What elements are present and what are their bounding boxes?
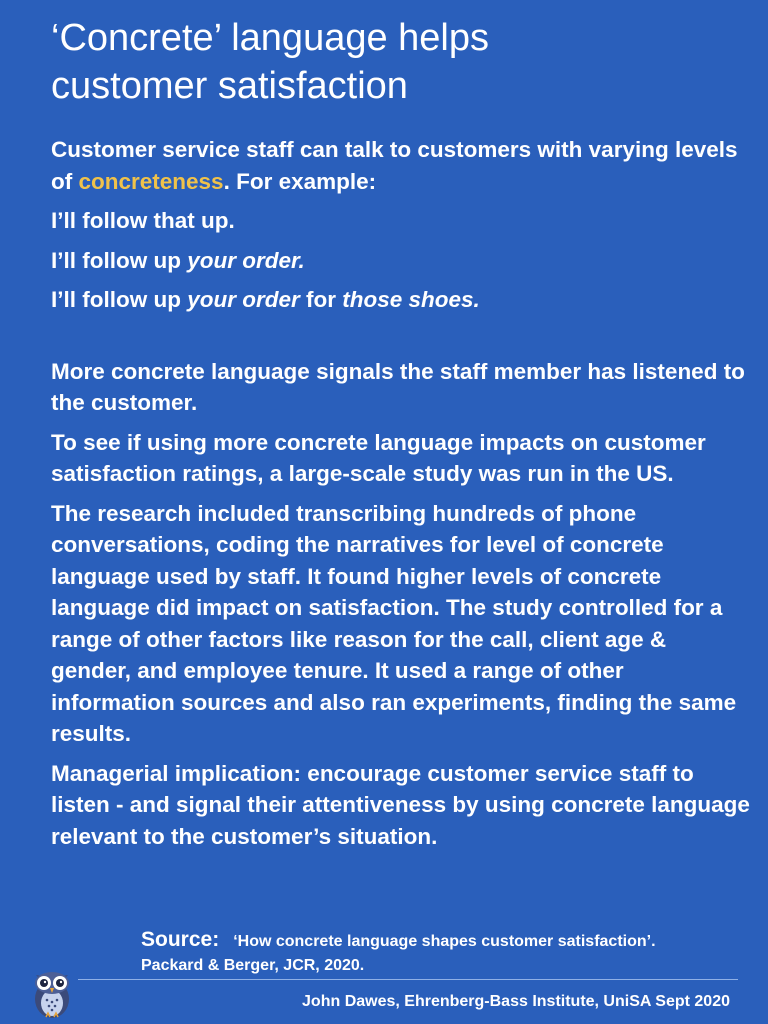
slide-body: [51, 134, 751, 852]
title-line-1: ‘Concrete’ language helps: [51, 17, 490, 59]
intro-text: Customer service staff can talk to customers with varying levels of: [51, 137, 738, 194]
example-3-emphasis-2: those shoes.: [342, 287, 480, 312]
example-3-emphasis-1: your order: [187, 287, 300, 312]
source-title: ‘How concrete language shapes customer satisfaction’.: [233, 933, 656, 950]
example-3-connector: for: [299, 287, 343, 312]
footer-credit: John Dawes, Ehrenberg-Bass Institute, UniSA Sept 2020: [302, 993, 730, 1010]
owl-icon: [30, 967, 74, 1019]
paragraph-signals: More concrete language signals the staff member has listened to the customer.: [51, 358, 745, 415]
example-2: [51, 245, 751, 277]
example-3: [51, 284, 751, 316]
example-3-text: I’ll follow up: [51, 287, 188, 312]
paragraph-implication: Managerial implication: encourage customer service staff to listen - and signal their attentiveness by using concrete language relevant to the customer’s situation.: [51, 760, 750, 849]
title-line-2: customer satisfaction: [51, 65, 408, 107]
paragraph-study: To see if using more concrete language impacts on customer satisfaction ratings, a large-scale study was run in the US.: [51, 429, 706, 486]
example-2-emphasis: your order.: [187, 247, 305, 273]
slide-title: [51, 14, 751, 110]
example-1: I’ll follow that up.: [51, 208, 235, 233]
intro-text-end: . For example:: [223, 168, 377, 194]
source-citation: [141, 928, 741, 978]
intro-paragraph: [51, 134, 751, 197]
source-reference: Packard & Berger, JCR, 2020.: [141, 957, 365, 974]
source-label: Source:: [141, 928, 220, 951]
paragraph-research: The research included transcribing hundreds of phone conversations, coding the narratives for level of concrete language used by staff. It found higher levels of concrete language did impact on satisfaction. The study controlled for a range of other factors like reason for the call, client age & gender, and employee tenure. It used a range of other information sources and also ran experiments, finding the same results.: [51, 500, 737, 746]
concreteness-highlight: concreteness: [78, 168, 224, 194]
example-2-text: I’ll follow up: [51, 247, 188, 273]
footer-divider: [78, 979, 738, 980]
